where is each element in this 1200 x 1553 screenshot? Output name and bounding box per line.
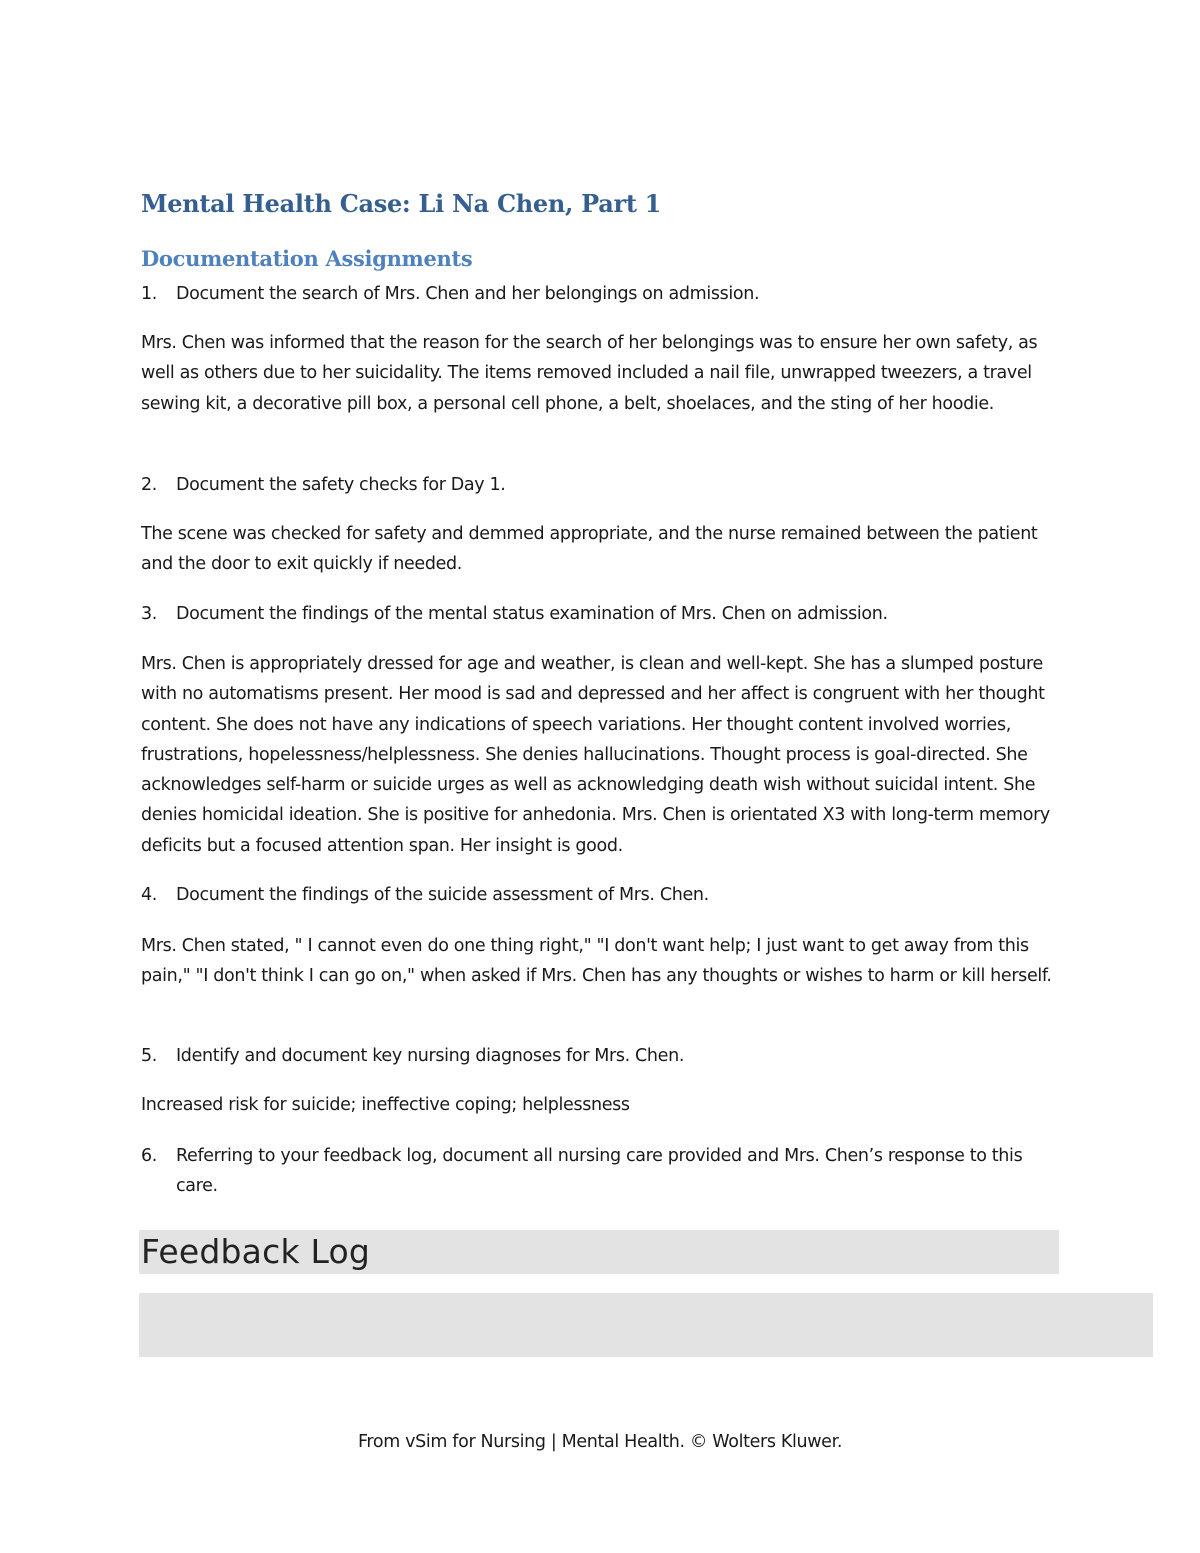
answer-3: Mrs. Chen is appropriately dressed for age and weather, is clean and well-kept. She has a slumped posture with no automatisms present. Her mood is sad and depressed and her affect is congruent with her thought content. She does not have any indications of speech variations. Her thought content involved worries, frustrations, hopelessness/helplessness. She denies hallucinations. Thought process is goal-directed. She acknowledges self-harm or suicide urges as well as acknowledging death wish without suicidal intent. She denies homicidal ideation. She is positive for anhedonia. Mrs. Chen is orientated X3 with long-term memory deficits but a focused attention span. Her insight is good. — [141, 654, 1050, 856]
question-2 — [141, 470, 1061, 500]
section-heading-documentation: Documentation Assignments — [141, 246, 473, 271]
answer-2: The scene was checked for safety and demmed appropriate, and the nurse remained between the patient and the door to exit quickly if needed. — [141, 524, 1038, 575]
question-text: Document the search of Mrs. Chen and her belongings on admission. — [176, 284, 760, 304]
feedback-log-heading — [139, 1230, 1059, 1274]
question-number: 2. — [141, 475, 157, 495]
question-text: Document the findings of the suicide assessment of Mrs. Chen. — [176, 885, 709, 905]
question-text: Document the safety checks for Day 1. — [176, 475, 506, 495]
question-6 — [141, 1141, 1061, 1202]
question-5 — [141, 1041, 1061, 1071]
answer-5: Increased risk for suicide; ineffective coping; helplessness — [141, 1095, 630, 1115]
question-number: 4. — [141, 885, 157, 905]
question-text: Identify and document key nursing diagnoses for Mrs. Chen. — [176, 1046, 685, 1066]
footer-text: From vSim for Nursing | Mental Health. © Wolters Kluwer. — [357, 1432, 843, 1452]
question-4 — [141, 880, 1061, 910]
question-1 — [141, 279, 1061, 309]
feedback-log-title: Feedback Log — [141, 1232, 370, 1271]
question-3 — [141, 599, 1061, 629]
question-number: 5. — [141, 1046, 157, 1066]
question-number: 6. — [141, 1146, 157, 1166]
answer-4: Mrs. Chen stated, " I cannot even do one thing right," "I don't want help; I just want to get away from this pain," "I don't think I can go on," when asked if Mrs. Chen has any thoughts or wishes to harm or kill herself. — [141, 936, 1052, 987]
page-title: Mental Health Case: Li Na Chen, Part 1 — [141, 189, 662, 218]
question-number: 3. — [141, 604, 157, 624]
question-text: Document the findings of the mental status examination of Mrs. Chen on admission. — [176, 604, 888, 624]
question-text: Referring to your feedback log, document all nursing care provided and Mrs. Chen’s response to this care. — [176, 1146, 1023, 1197]
feedback-log-box — [139, 1293, 1153, 1357]
question-number: 1. — [141, 284, 157, 304]
answer-1: Mrs. Chen was informed that the reason for the search of her belongings was to ensure her own safety, as well as others due to her suicidality. The items removed included a nail file, unwrapped tweezers, a travel sewing kit, a decorative pill box, a personal cell phone, a belt, shoelaces, and the sting of her hoodie. — [141, 333, 1038, 414]
